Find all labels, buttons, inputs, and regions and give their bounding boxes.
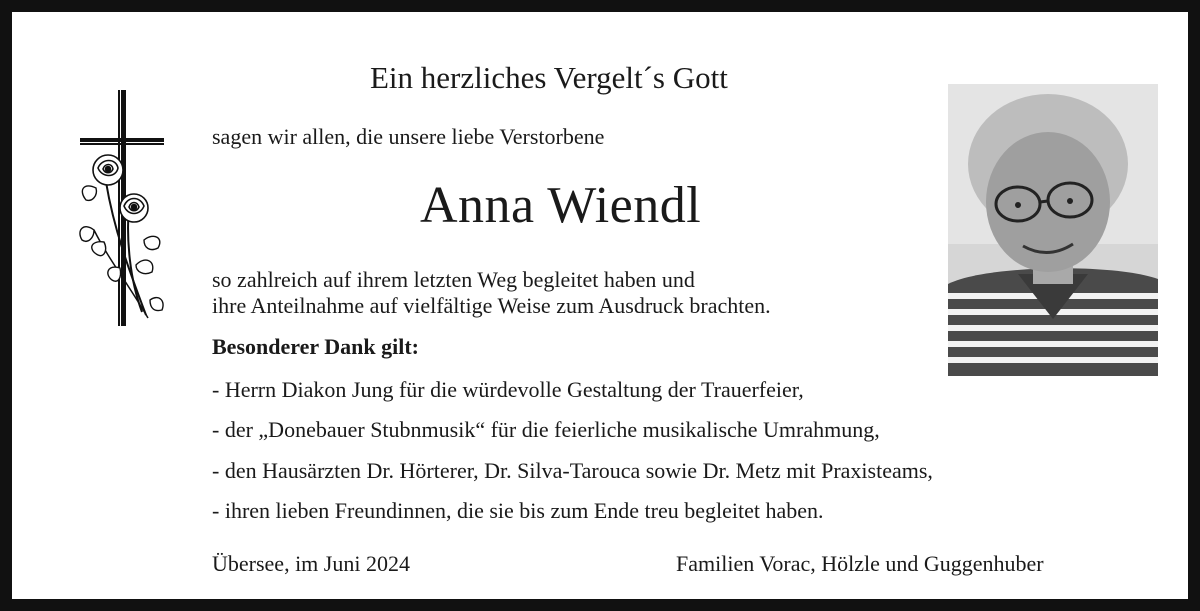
cross-with-roses-icon xyxy=(74,90,170,330)
thanks-item: - Herrn Diakon Jung für die würdevolle Gestaltung der Trauerfeier, xyxy=(212,377,804,402)
after-text-line-2: ihre Anteilnahme auf vielfältige Weise zum Ausdruck brachten. xyxy=(212,293,771,318)
after-text-line-1: so zahlreich auf ihrem letzten Weg begleitet haben und xyxy=(212,267,695,292)
thanks-item: - ihren lieben Freundinnen, die sie bis zum Ende treu begleitet haben. xyxy=(212,498,824,523)
page-title: Ein herzliches Vergelt´s Gott xyxy=(370,60,728,95)
place-date: Übersee, im Juni 2024 xyxy=(212,551,410,576)
portrait-photo xyxy=(948,84,1158,376)
thanks-heading: Besonderer Dank gilt: xyxy=(212,334,419,359)
thanks-item: - den Hausärzten Dr. Hörterer, Dr. Silva-Tarouca sowie Dr. Metz mit Praxisteams, xyxy=(212,458,933,483)
thanks-item: - der „Donebauer Stubnmusik“ für die feierliche musikalische Umrahmung, xyxy=(212,417,880,442)
deceased-name: Anna Wiendl xyxy=(420,177,702,234)
intro-text: sagen wir allen, die unsere liebe Verstorbene xyxy=(212,124,605,149)
families-signature: Familien Vorac, Hölzle und Guggenhuber xyxy=(676,551,1044,576)
